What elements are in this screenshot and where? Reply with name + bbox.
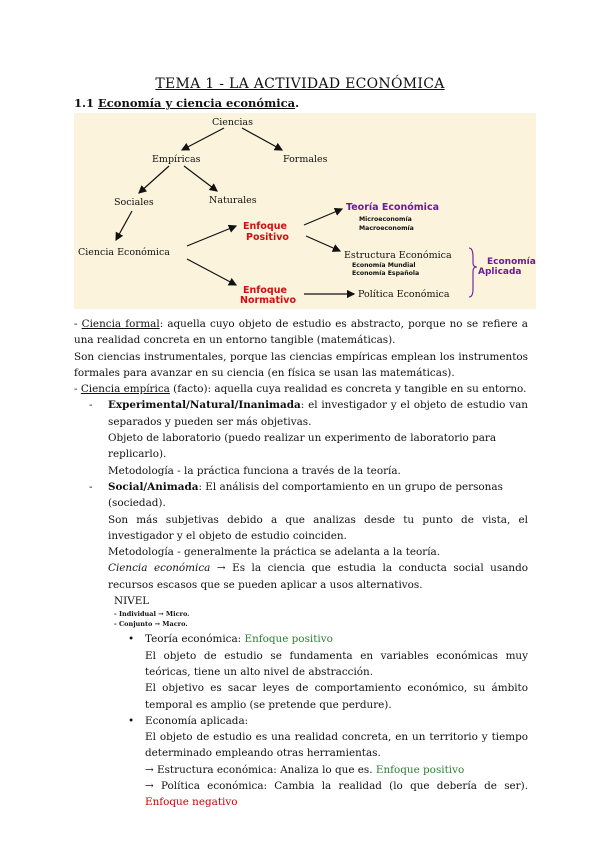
social-definition: : El análisis del comportamiento en un grupo de personas (sociedad). bbox=[108, 480, 503, 510]
social-subjetivas: Son más subjetivas debido a que analizas desde tu punto de vista, el investigador y el objeto de estudio coinciden. bbox=[108, 513, 528, 542]
section-number: 1.1 bbox=[74, 96, 95, 110]
node-enfoque-positivo-l2: Positivo bbox=[246, 232, 289, 243]
node-ciencias: Ciencias bbox=[212, 117, 253, 128]
teoria-text-2: El objetivo es sacar leyes de comportamiento económico, su ámbito temporal es amplio (se pretende que perdure). bbox=[145, 682, 528, 711]
dash-marker: - bbox=[89, 480, 93, 493]
list-prefix: - bbox=[74, 318, 82, 330]
arrow-ce-normativo bbox=[187, 259, 236, 285]
experimental-definition: : el investigador y el objeto de estudio van separados y pueden ser más objetivas. bbox=[108, 399, 528, 428]
node-enfoque-normativo-l2: Normativo bbox=[240, 295, 296, 306]
node-politica-economica: Política Económica bbox=[358, 289, 450, 300]
teoria-enfoque: Enfoque positivo bbox=[244, 633, 333, 646]
paragraph-ciencia-empirica bbox=[74, 381, 528, 397]
item-experimental bbox=[74, 397, 528, 430]
politica-line bbox=[74, 778, 528, 811]
formal-definition: : aquella cuyo objeto de estudio es abstracto, porque no se refiere a una realidad concreta en un entorno tangible (matemáticas). bbox=[74, 318, 528, 347]
node-naturales: Naturales bbox=[209, 195, 257, 206]
dash-marker: - bbox=[89, 399, 93, 412]
politica-text: → Política económica: Cambia la realidad (lo que debería de ser). bbox=[145, 780, 528, 793]
node-enfoque-positivo-l1: Enfoque bbox=[243, 221, 287, 232]
term-social: Social/Animada bbox=[108, 480, 199, 493]
teoria-text-1: El objeto de estudio se fundamenta en variables económicas muy teóricas, tiene un alto nivel de abstracción. bbox=[145, 649, 528, 678]
term-experimental: Experimental/Natural/Inanimada bbox=[108, 399, 301, 412]
section-dot: . bbox=[295, 96, 300, 110]
aplicada-text-1: El objeto de estudio es una realidad concreta, en un territorio y tiempo determinado empleando otras herramientas. bbox=[145, 731, 528, 760]
list-prefix: - bbox=[74, 383, 81, 396]
node-economia-mundial: Economía Mundial bbox=[352, 262, 416, 269]
arrow-sociales-ce bbox=[116, 211, 132, 240]
bullet-economia-aplicada bbox=[74, 713, 528, 729]
empirica-definition: (facto): aquella cuya realidad es concreta y tangible en su entorno. bbox=[169, 383, 527, 396]
paragraph-instrumentales: Son ciencias instrumentales, porque las ciencias empíricas emplean los instrumentos formales para avanzar en su ciencia (en física se usan las matemáticas). bbox=[74, 350, 528, 379]
teoria-label: Teoría económica: bbox=[145, 633, 245, 646]
node-enfoque-normativo-l1: Enfoque bbox=[243, 285, 287, 296]
nivel-conjunto: - Conjunto → Macro. bbox=[114, 620, 188, 629]
item-social bbox=[74, 479, 528, 512]
page-title: TEMA 1 - LA ACTIVIDAD ECONÓMICA bbox=[155, 76, 445, 92]
node-estructura-economica: Estructura Económica bbox=[344, 250, 452, 261]
experimental-metodologia: Metodología - la práctica funciona a través de la teoría. bbox=[108, 464, 401, 477]
science-classification-diagram bbox=[74, 113, 536, 309]
aplicada-brace bbox=[469, 248, 477, 297]
section-heading bbox=[74, 96, 299, 110]
node-economia-espanola: Economía Española bbox=[352, 270, 420, 277]
nivel-individual: - Individual → Micro. bbox=[114, 610, 190, 619]
bullet-marker: • bbox=[128, 633, 135, 646]
estructura-line bbox=[74, 762, 528, 778]
term-ciencia-formal: Ciencia formal bbox=[81, 318, 160, 330]
node-empiricas: Empíricas bbox=[152, 154, 201, 165]
node-economia-aplicada-l1: Economía bbox=[487, 257, 536, 267]
ciencia-economica-definition bbox=[74, 560, 528, 593]
nivel-heading: NIVEL bbox=[114, 595, 150, 608]
node-macroeconomia: Macroeconomía bbox=[359, 225, 414, 232]
node-microeconomia: Microeconomía bbox=[359, 216, 412, 223]
arrow-ciencias-empiricas bbox=[182, 128, 224, 150]
bullet-teoria-economica bbox=[74, 631, 528, 647]
bullet-marker: • bbox=[128, 714, 135, 727]
document-body bbox=[74, 316, 528, 811]
estructura-text: → Estructura económica: Analiza lo que es. bbox=[145, 763, 376, 776]
arrow-empiricas-naturales bbox=[184, 166, 217, 191]
arrow-empiricas-sociales bbox=[139, 166, 169, 193]
term-ciencia-empirica: Ciencia empírica bbox=[80, 383, 170, 396]
node-teoria-economica: Teoría Económica bbox=[346, 202, 439, 213]
diagram-svg bbox=[74, 113, 536, 309]
arrow-positivo-teoria bbox=[304, 209, 342, 225]
section-title: Economía y ciencia económica bbox=[98, 96, 296, 110]
node-ciencia-economica: Ciencia Económica bbox=[78, 247, 170, 258]
ce-definition-text: → Es la ciencia que estudia la conducta social usando recursos escasos que se pueden aplicar a usos alternativos. bbox=[108, 562, 528, 591]
node-economia-aplicada-l2: Aplicada bbox=[478, 267, 522, 277]
estructura-enfoque: Enfoque positivo bbox=[375, 763, 465, 776]
social-metodologia: Metodología - generalmente la práctica se adelanta a la teoría. bbox=[108, 546, 441, 559]
politica-enfoque: Enfoque negativo bbox=[145, 796, 238, 809]
paragraph-ciencia-formal bbox=[74, 316, 528, 349]
arrow-ce-positivo bbox=[187, 226, 236, 246]
node-formales: Formales bbox=[283, 154, 328, 165]
node-sociales: Sociales bbox=[114, 197, 154, 208]
arrow-positivo-estructura bbox=[306, 236, 340, 251]
term-ciencia-economica: Ciencia económica bbox=[108, 562, 211, 575]
arrow-ciencias-formales bbox=[242, 128, 282, 150]
experimental-laboratorio: Objeto de laboratorio (puedo realizar un experimento de laboratorio para replicarlo). bbox=[108, 432, 497, 461]
aplicada-label: Economía aplicada: bbox=[145, 714, 249, 727]
